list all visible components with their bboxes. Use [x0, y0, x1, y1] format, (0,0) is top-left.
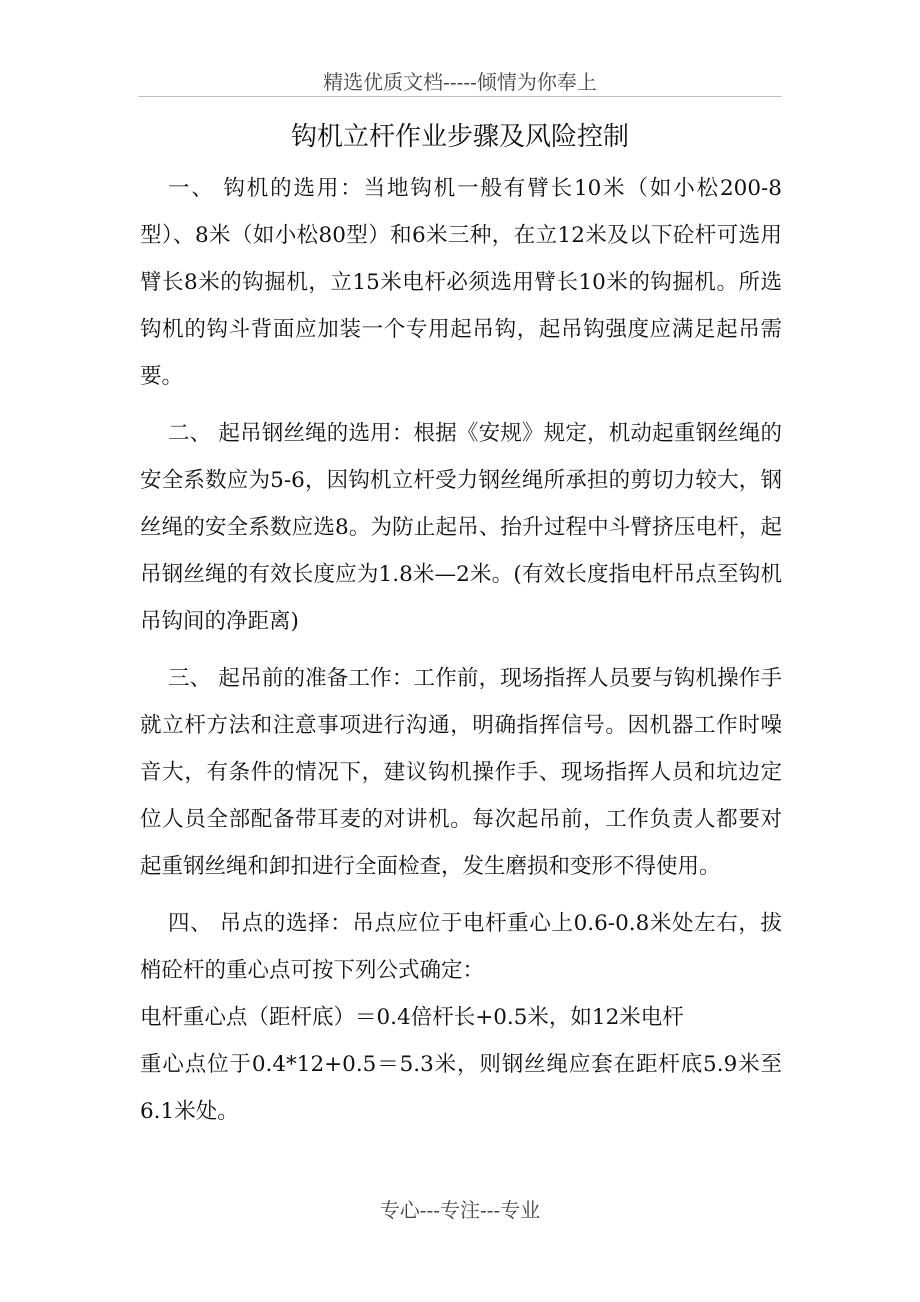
formula-result: 重心点位于0.4*12+0.5＝5.3米，则钢丝绳应套在距杆底5.9米至6.1米处。: [140, 1052, 782, 1124]
header-divider: [138, 96, 782, 97]
document-body: [140, 165, 782, 1135]
document-title: 钩机立杆作业步骤及风险控制: [290, 122, 629, 152]
page-header: 精选优质文档-----倾情为你奉上: [323, 70, 597, 94]
formula-line: 电杆重心点（距杆底）＝0.4倍杆长+0.5米，如12米电杆: [140, 1005, 684, 1030]
paragraph-4: 四、 吊点的选择：吊点应位于电杆重心上0.6-0.8米处左右，拔梢砼杆的重心点可按下列公式确定：: [140, 911, 782, 983]
paragraph-2: 二、 起吊钢丝绳的选用：根据《安规》规定，机动起重钢丝绳的安全系数应为5-6，因钩机立杆受力钢丝绳所承担的剪切力较大，钢丝绳的安全系数应选8。为防止起吊、抬升过程中斗臂挤压电杆，起吊钢丝绳的有效长度应为1.8米—2米。(有效长度指电杆吊点至钩机吊钩间的净距离): [140, 421, 782, 634]
paragraph-1: 一、 钩机的选用：当地钩机一般有臂长10米（如小松200-8型）、8米（如小松80型）和6米三种，在立12米及以下砼杆可选用臂长8米的钩掘机，立15米电杆必须选用臂长10米的钩掘机。所选钩机的钩斗背面应加装一个专用起吊钩，起吊钩强度应满足起吊需要。: [140, 176, 782, 389]
page-footer: 专心---专注---专业: [379, 1198, 541, 1222]
paragraph-3: 三、 起吊前的准备工作：工作前，现场指挥人员要与钩机操作手就立杆方法和注意事项进行沟通，明确指挥信号。因机器工作时噪音大，有条件的情况下，建议钩机操作手、现场指挥人员和坑边定位人员全部配备带耳麦的对讲机。每次起吊前，工作负责人都要对起重钢丝绳和卸扣进行全面检查，发生磨损和变形不得使用。: [140, 666, 782, 879]
